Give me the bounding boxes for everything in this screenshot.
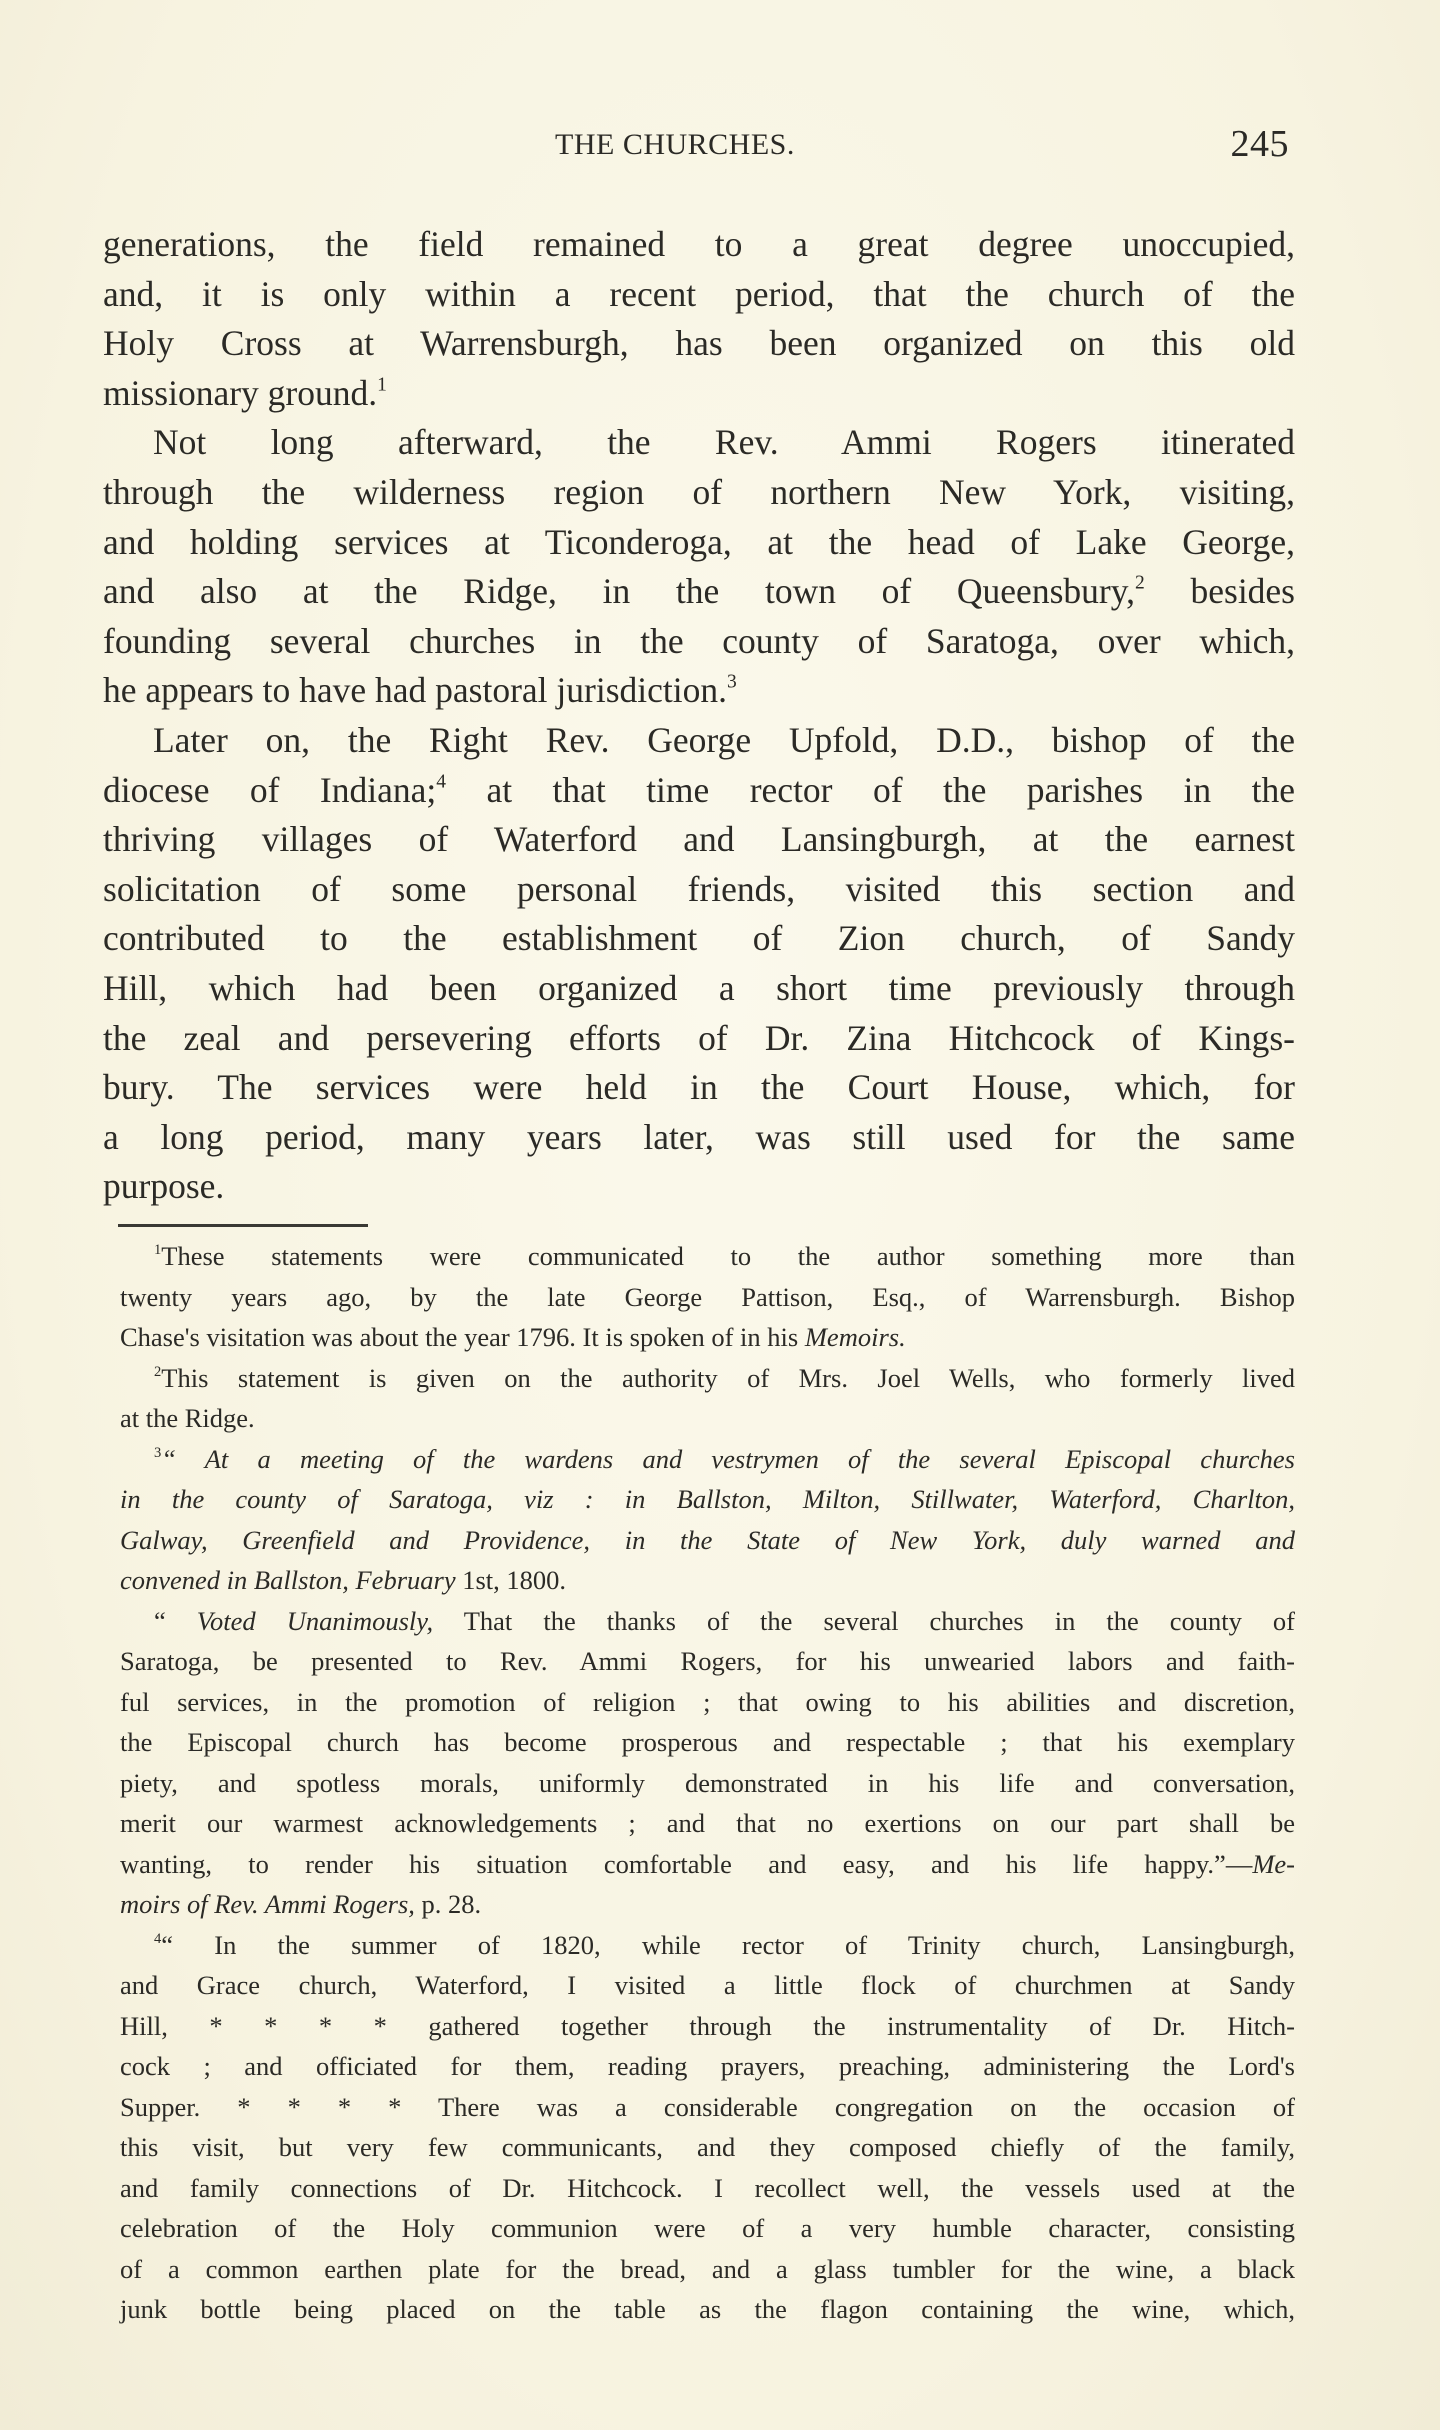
text-run: These statements were communicated to the author something more than (161, 1241, 1295, 1271)
footnote-marker: 1 (154, 1242, 162, 1259)
text-line: through the wilderness region of northern New York, visiting, (103, 471, 1295, 512)
footnote-line: and family connections of Dr. Hitchcock. I recollect well, the vessels used at the (120, 2172, 1295, 2203)
text-run: “ At a meeting of the wardens and vestrymen of the several Episcopal churches (161, 1443, 1295, 1474)
footnote-line (120, 1884, 1295, 1925)
text-run: besides (1144, 571, 1295, 612)
main-text (103, 220, 1295, 1212)
text-line: Not long afterward, the Rev. Ammi Rogers itinerated (153, 422, 1295, 463)
text-run: Memoirs. (804, 1322, 906, 1352)
text-run: missionary ground. (103, 372, 378, 413)
text-line: Holy Cross at Warrensburgh, has been organized on this old (103, 323, 1295, 364)
text-run: 1st, 1800. (462, 1565, 567, 1595)
footnote-ref[interactable]: 4 (436, 770, 446, 792)
text-line: and, it is only within a recent period, that the church of the (103, 273, 1295, 314)
text-line: bury. The services were held in the Court House, which, for (103, 1067, 1295, 1108)
text-run: at that time rector of the parishes in the (446, 769, 1295, 810)
text-line: Later on, the Right Rev. George Upfold, D.D., bishop of the (153, 719, 1295, 760)
text-run: “ In the summer of 1820, while rector of Trinity church, Lansingburgh, (161, 1929, 1295, 1960)
footnote-line (120, 1479, 1295, 1520)
footnote-line: the Episcopal church has become prosperous and respectable ; that his exemplary (120, 1727, 1295, 1757)
text-line: solicitation of some personal friends, visited this section and (103, 868, 1295, 909)
running-head (103, 123, 1295, 172)
footnote-line: at the Ridge. (120, 1403, 255, 1433)
text-line: founding several churches in the county of Saratoga, over which, (103, 620, 1295, 661)
text-run: wanting, to render his situation comfortable and easy, and his life happy.”— (120, 1848, 1253, 1879)
page-number: 245 (1230, 123, 1289, 165)
text-run: “ (154, 1605, 197, 1636)
text-run: Galway, Greenfield and Providence, in the State of New York, duly warned and (120, 1524, 1295, 1555)
text-line (103, 766, 1295, 816)
footnote-line: Supper. * * * * There was a considerable congregation on the occasion of (120, 2091, 1295, 2122)
footnote-line (120, 1925, 1295, 1966)
text-line: contributed to the establishment of Zion church, of Sandy (103, 918, 1295, 959)
text-line: and holding services at Ticonderoga, at the head of Lake George, (103, 521, 1295, 562)
footnote-line: Hill, * * * * gathered together through the instrumentality of Dr. Hitch- (120, 2010, 1295, 2041)
footnote-line (120, 1520, 1295, 1561)
footnote-ref[interactable]: 1 (377, 374, 387, 396)
text-run: he appears to have had pastoral jurisdiction. (103, 670, 728, 711)
chapter-title: THE CHURCHES. (555, 128, 795, 161)
footnote-line: junk bottle being placed on the table as the flagon containing the wine, which, (120, 2294, 1295, 2324)
text-run: That the thanks of the several churches in the county of (433, 1605, 1295, 1636)
footnote-line (120, 1358, 1295, 1399)
footnote-ref[interactable]: 3 (727, 671, 737, 693)
footnote-ref[interactable]: 2 (1135, 572, 1145, 594)
footnote-line (120, 1601, 1295, 1642)
text-line: a long period, many years later, was still used for the same (103, 1116, 1295, 1157)
text-run: p. 28. (414, 1889, 482, 1919)
text-line: generations, the field remained to a great degree unoccupied, (103, 224, 1295, 264)
text-run: Voted Unanimously, (196, 1605, 434, 1636)
footnote-line: piety, and spotless morals, uniformly demonstrated in his life and conversation, (120, 1767, 1295, 1798)
text-line: Hill, which had been organized a short time previously through (103, 967, 1295, 1008)
footnote-line: ful services, in the promotion of religion ; that owing to his abilities and discretion, (120, 1686, 1295, 1717)
text-run: Chase's visitation was about the year 1796. It is spoken of in his (120, 1322, 805, 1352)
footnote-line (120, 1236, 1295, 1277)
text-line (103, 369, 1295, 419)
footnote-line: celebration of the Holy communion were of a very humble character, consisting (120, 2213, 1295, 2243)
text-run: diocese of Indiana; (103, 769, 437, 810)
text-run: and also at the Ridge, in the town of Queensbury, (103, 571, 1136, 612)
footnote-line: twenty years ago, by the late George Pattison, Esq., of Warrensburgh. Bishop (120, 1281, 1295, 1312)
footnote-line (120, 1317, 1295, 1358)
footnote-line: cock ; and officiated for them, reading prayers, preaching, administering the Lord's (120, 2051, 1295, 2081)
text-run: in the county of Saratoga, viz : in Ballston, Milton, Stillwater, Waterford, Charlton, (120, 1484, 1295, 1514)
text-run: convened in Ballston, February (120, 1565, 463, 1595)
text-line: thriving villages of Waterford and Lansingburgh, at the earnest (103, 819, 1295, 860)
footnote-line: merit our warmest acknowledgements ; and that no exertions on our part shall be (120, 1808, 1295, 1838)
footnote-line (120, 1844, 1295, 1885)
text-line (103, 567, 1295, 617)
text-line: purpose. (103, 1166, 225, 1207)
footnote-line (120, 1560, 1295, 1601)
text-line: the zeal and persevering efforts of Dr. Zina Hitchcock of Kings- (103, 1017, 1295, 1058)
footnote-marker: 3 (154, 1444, 162, 1461)
text-run: moirs of Rev. Ammi Rogers, (120, 1889, 415, 1919)
footnote-line: of a common earthen plate for the bread, and a glass tumbler for the wine, a black (120, 2253, 1295, 2284)
footnote-marker: 2 (154, 1363, 162, 1380)
text-line (103, 666, 1295, 716)
text-run: This statement is given on the authority of Mrs. Joel Wells, who formerly lived (161, 1362, 1295, 1393)
footnote-line: Saratoga, be presented to Rev. Ammi Rogers, for his unwearied labors and faith- (120, 1646, 1295, 1676)
footnote-separator (118, 1224, 368, 1227)
text-run: Me- (1252, 1848, 1295, 1879)
footnotes (120, 1236, 1295, 2330)
footnote-marker: 4 (154, 1930, 162, 1947)
footnote-line: this visit, but very few communicants, and they composed chiefly of the family, (120, 2132, 1295, 2162)
footnote-line: and Grace church, Waterford, I visited a little flock of churchmen at Sandy (120, 1970, 1295, 2000)
footnote-line (120, 1439, 1295, 1480)
